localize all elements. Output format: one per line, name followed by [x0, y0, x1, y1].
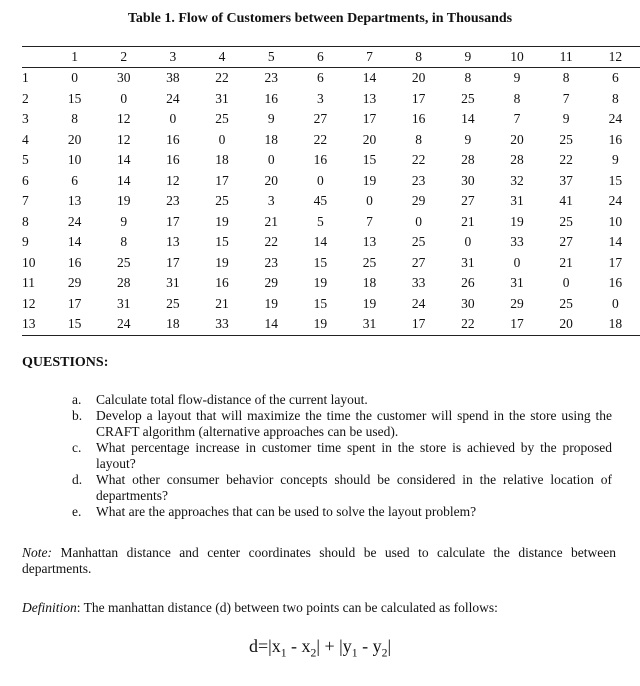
flow-table — [22, 46, 640, 336]
column-header: 7 — [345, 47, 394, 68]
table-cell: 19 — [215, 254, 229, 270]
table-cell: 41 — [559, 193, 573, 209]
table-row — [22, 130, 640, 151]
table-cell: 13 — [362, 234, 377, 250]
table-cell: 20 — [510, 131, 524, 147]
table-cell: 33 — [510, 234, 524, 250]
table-cell: 23 — [411, 172, 426, 188]
table-cell: 24 — [99, 314, 148, 335]
table-cell: 15 — [50, 314, 99, 335]
table-cell: 6 — [316, 70, 324, 86]
table-cell: 15 — [215, 234, 229, 250]
row-header: 1 — [22, 70, 29, 86]
question-marker: a. — [72, 392, 82, 407]
table-cell: 22 — [443, 314, 492, 335]
table-cell: 28 — [116, 275, 131, 291]
table-cell: 7 — [562, 90, 570, 106]
table-cell: 12 — [116, 111, 131, 127]
table-cell: 8 — [513, 90, 521, 106]
table-cell: 28 — [510, 152, 524, 168]
table-cell: 25 — [116, 254, 131, 270]
table-cell: 13 — [166, 234, 180, 250]
table-cell: 9 — [562, 111, 570, 127]
table-cell: 12 — [166, 172, 180, 188]
row-header: 2 — [22, 90, 29, 106]
table-cell: 3 — [267, 193, 275, 209]
table-cell: 31 — [345, 314, 394, 335]
table-cell: 6 — [611, 70, 619, 86]
table-cell: 5 — [316, 213, 324, 229]
table-cell: 0 — [562, 275, 570, 291]
table-cell: 30 — [461, 172, 475, 188]
table-cell: 10 — [67, 152, 82, 168]
table-cell: 33 — [197, 314, 246, 335]
question-text: What are the approaches that can be used to solve the layout problem? — [96, 504, 477, 519]
table-cell: 23 — [166, 193, 180, 209]
table-cell: 14 — [313, 234, 328, 250]
question-text: Calculate total flow-distance of the current layout. — [96, 392, 368, 407]
table-cell: 14 — [362, 70, 377, 86]
table-cell: 8 — [415, 131, 423, 147]
table-cell: 0 — [611, 295, 619, 311]
column-header: 1 — [50, 47, 99, 68]
row-header: 6 — [22, 172, 29, 188]
table-cell: 27 — [559, 234, 573, 250]
table-cell: 25 — [166, 295, 180, 311]
table-cell: 22 — [411, 152, 426, 168]
table-row — [22, 68, 640, 89]
table-cell: 24 — [67, 213, 82, 229]
table-cell: 16 — [215, 275, 229, 291]
row-header: 11 — [22, 275, 35, 291]
note-text: Manhattan distance and center coordinates should be used to calculate the distance between departments. — [22, 545, 616, 576]
table-cell: 20 — [264, 172, 278, 188]
table-cell: 20 — [411, 70, 426, 86]
table-cell: 16 — [264, 90, 278, 106]
question-text: What percentage increase in customer time spent in the store is achieved by the proposed layout? — [96, 440, 612, 471]
definition-text: : The manhattan distance (d) between two points can be calculated as follows: — [76, 600, 498, 615]
definition-label: Definition — [22, 600, 77, 615]
questions-heading: QUESTIONS: — [22, 355, 109, 370]
table-cell: 9 — [267, 111, 275, 127]
question-text: Develop a layout that will maximize the time the customer will spend in the store using the CRAFT algorithm (alternative approaches can be used). — [96, 408, 612, 439]
table-row — [22, 150, 640, 171]
table-cell: 27 — [411, 254, 426, 270]
table-cell: 21 — [461, 213, 475, 229]
table-cell: 23 — [264, 70, 278, 86]
table-cell: 17 — [492, 314, 541, 335]
table-cell: 0 — [120, 90, 128, 106]
table-row — [22, 232, 640, 253]
table-cell: 8 — [611, 90, 619, 106]
table-cell: 14 — [608, 234, 623, 250]
table-cell: 28 — [461, 152, 475, 168]
row-header: 4 — [22, 131, 29, 147]
note-label: Note: — [22, 545, 52, 560]
table-cell: 32 — [510, 172, 524, 188]
formula-subscript: 2 — [310, 646, 317, 660]
table-cell: 31 — [215, 90, 229, 106]
formula-part: d=|x — [248, 636, 281, 656]
table-row — [22, 171, 640, 192]
table-cell: 0 — [267, 152, 275, 168]
table-cell: 25 — [362, 254, 377, 270]
table-cell: 25 — [215, 111, 229, 127]
table-cell: 17 — [166, 213, 180, 229]
table-cell: 29 — [510, 295, 524, 311]
column-header: 4 — [197, 47, 246, 68]
table-cell: 24 — [608, 111, 623, 127]
table-cell: 25 — [559, 213, 573, 229]
table-cell: 27 — [313, 111, 328, 127]
table-cell: 0 — [218, 131, 226, 147]
table-cell: 17 — [67, 295, 82, 311]
table-row — [22, 109, 640, 130]
column-header: 6 — [296, 47, 345, 68]
table-cell: 10 — [608, 213, 623, 229]
table-cell: 25 — [215, 193, 229, 209]
table-cell: 18 — [215, 152, 229, 168]
table-cell: 24 — [166, 90, 180, 106]
table-cell: 21 — [215, 295, 229, 311]
table-cell: 8 — [71, 111, 78, 127]
row-header: 3 — [22, 111, 29, 127]
column-header: 8 — [394, 47, 443, 68]
table-cell: 21 — [264, 213, 278, 229]
table-cell: 8 — [120, 234, 128, 250]
table-title: Table 1. Flow of Customers between Departments, in Thousands — [127, 11, 513, 26]
formula-subscript: 2 — [381, 646, 388, 660]
table-cell: 17 — [215, 172, 229, 188]
table-cell: 17 — [411, 90, 426, 106]
questions-list — [72, 392, 612, 520]
table-cell: 24 — [411, 295, 426, 311]
formula-subscript: 1 — [351, 646, 358, 660]
table-cell: 27 — [461, 193, 475, 209]
table-cell: 0 — [316, 172, 324, 188]
table-cell: 31 — [510, 275, 524, 291]
table-cell: 18 — [362, 275, 377, 291]
table-cell: 7 — [513, 111, 521, 127]
table-cell: 9 — [611, 152, 619, 168]
table-row — [22, 212, 640, 233]
table-cell: 29 — [411, 193, 426, 209]
table-cell: 38 — [166, 70, 180, 86]
row-header: 7 — [22, 193, 29, 209]
row-header: 8 — [22, 213, 29, 229]
table-row — [22, 314, 640, 335]
table-cell: 18 — [148, 314, 197, 335]
table-cell: 9 — [464, 131, 472, 147]
formula-subscript: 1 — [280, 646, 287, 660]
table-cell: 22 — [264, 234, 278, 250]
table-cell: 22 — [215, 70, 229, 86]
formula-part: | + |y — [316, 636, 352, 656]
table-cell: 26 — [461, 275, 475, 291]
table-cell: 20 — [67, 131, 82, 147]
table-row — [22, 191, 640, 212]
table-cell: 20 — [362, 131, 377, 147]
table-row — [22, 294, 640, 315]
table-cell: 17 — [394, 314, 443, 335]
column-header: 10 — [492, 47, 541, 68]
row-header: 5 — [22, 152, 29, 168]
row-header: 12 — [22, 295, 36, 311]
table-cell: 37 — [559, 172, 573, 188]
question-item — [72, 392, 612, 408]
table-cell: 9 — [120, 213, 128, 229]
table-cell: 16 — [608, 131, 623, 147]
table-cell: 19 — [313, 275, 328, 291]
question-marker: c. — [72, 440, 82, 455]
table-cell: 13 — [67, 193, 82, 209]
column-header: 11 — [542, 47, 591, 68]
table-cell: 15 — [67, 90, 82, 106]
table-cell: 16 — [313, 152, 328, 168]
table-cell: 7 — [366, 213, 373, 229]
table-cell: 14 — [247, 314, 296, 335]
table-cell: 0 — [169, 111, 177, 127]
table-cell: 31 — [510, 193, 524, 209]
table-cell: 16 — [411, 111, 426, 127]
formula-part: - x — [286, 636, 311, 656]
table-cell: 20 — [542, 314, 591, 335]
table-cell: 14 — [116, 172, 131, 188]
question-marker: e. — [72, 504, 82, 519]
table-cell: 0 — [71, 70, 78, 86]
column-header: 3 — [148, 47, 197, 68]
table-cell: 31 — [461, 254, 475, 270]
row-header: 10 — [22, 254, 36, 270]
table-cell: 16 — [67, 254, 82, 270]
table-cell: 22 — [559, 152, 573, 168]
table-cell: 17 — [166, 254, 180, 270]
definition-paragraph — [22, 600, 616, 616]
table-cell: 19 — [362, 172, 377, 188]
table-cell: 22 — [313, 131, 328, 147]
column-header: 5 — [247, 47, 296, 68]
formula-part: | — [387, 636, 392, 656]
question-marker: d. — [72, 472, 83, 487]
table-cell: 6 — [71, 172, 78, 188]
table-cell: 30 — [461, 295, 475, 311]
formula-part: - y — [357, 636, 382, 656]
table-cell: 31 — [166, 275, 180, 291]
table-cell: 19 — [215, 213, 229, 229]
table-cell: 0 — [366, 193, 373, 209]
table-cell: 19 — [362, 295, 377, 311]
table-body — [22, 68, 640, 336]
table-cell: 18 — [264, 131, 278, 147]
table-cell: 25 — [559, 131, 573, 147]
table-cell: 15 — [362, 152, 377, 168]
question-item — [72, 408, 612, 440]
table-cell: 30 — [116, 70, 131, 86]
row-header: 13 — [22, 314, 50, 335]
table-cell: 23 — [264, 254, 278, 270]
table-cell: 45 — [313, 193, 328, 209]
table-cell: 29 — [67, 275, 82, 291]
table-cell: 8 — [464, 70, 472, 86]
question-marker: b. — [72, 408, 83, 423]
table-cell: 0 — [513, 254, 521, 270]
table-cell: 17 — [608, 254, 623, 270]
column-header: 12 — [591, 47, 640, 68]
column-header: 2 — [99, 47, 148, 68]
table-cell: 3 — [316, 90, 324, 106]
column-header: 9 — [443, 47, 492, 68]
table-cell: 8 — [562, 70, 570, 86]
table-cell: 31 — [116, 295, 131, 311]
table-cell: 13 — [362, 90, 377, 106]
table-cell: 19 — [296, 314, 345, 335]
table-cell: 9 — [513, 70, 521, 86]
row-header: 9 — [22, 234, 29, 250]
table-cell: 14 — [461, 111, 475, 127]
table-cell: 15 — [313, 295, 328, 311]
table-cell: 15 — [608, 172, 623, 188]
table-cell: 12 — [116, 131, 131, 147]
table-cell: 25 — [411, 234, 426, 250]
table-cell: 33 — [411, 275, 426, 291]
table-cell: 25 — [461, 90, 475, 106]
table-cell: 29 — [264, 275, 278, 291]
question-text: What other consumer behavior concepts should be considered in the relative location of departments? — [96, 472, 612, 503]
table-cell: 17 — [362, 111, 377, 127]
table-row — [22, 273, 640, 294]
table-cell: 14 — [67, 234, 82, 250]
table-row — [22, 253, 640, 274]
corner-cell — [22, 47, 50, 68]
question-item — [72, 472, 612, 504]
table-cell: 18 — [591, 314, 640, 335]
question-item — [72, 504, 612, 520]
table-cell: 0 — [464, 234, 472, 250]
question-item — [72, 440, 612, 472]
table-cell: 16 — [166, 152, 180, 168]
table-cell: 0 — [415, 213, 423, 229]
table-row — [22, 89, 640, 110]
header-row — [22, 47, 640, 68]
table-cell: 19 — [510, 213, 524, 229]
table-cell: 14 — [116, 152, 131, 168]
table-cell: 16 — [608, 275, 623, 291]
table-cell: 15 — [313, 254, 328, 270]
table-cell: 25 — [559, 295, 573, 311]
table-cell: 21 — [559, 254, 573, 270]
table-cell: 19 — [264, 295, 278, 311]
table-cell: 24 — [608, 193, 623, 209]
manhattan-formula — [0, 636, 640, 660]
table-cell: 16 — [166, 131, 180, 147]
note-paragraph — [22, 545, 616, 577]
table-cell: 19 — [116, 193, 131, 209]
